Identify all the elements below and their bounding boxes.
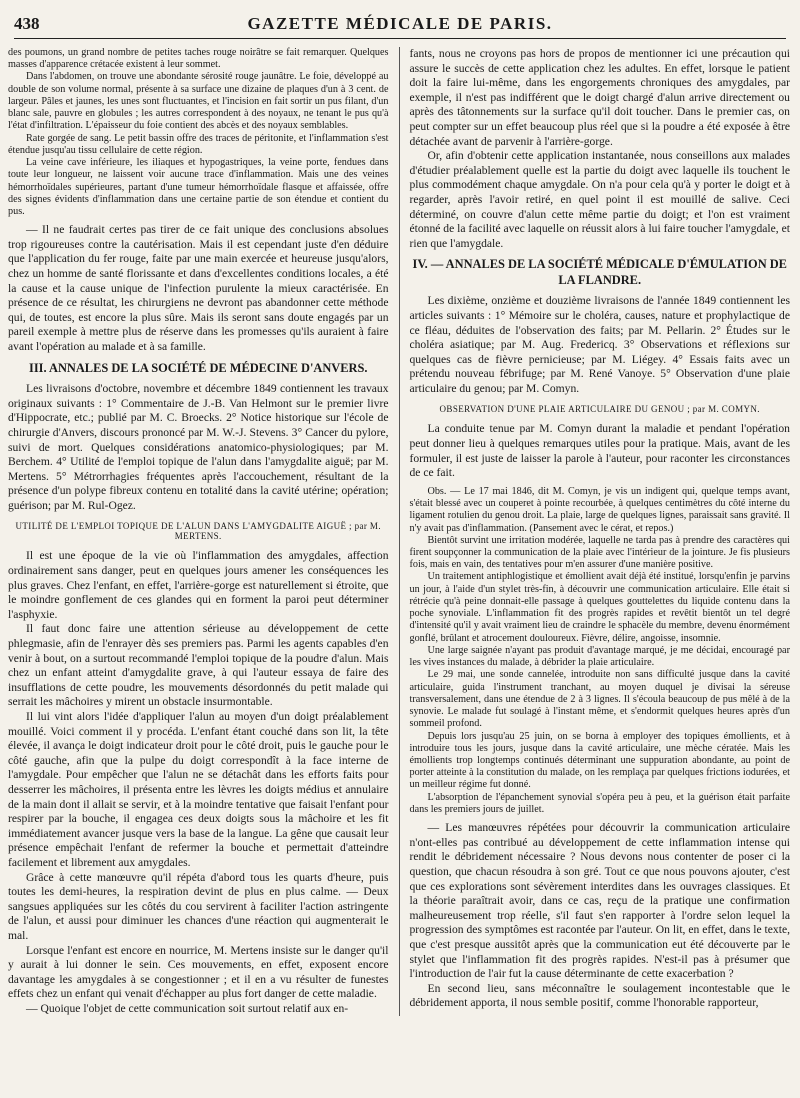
section-intro	[409, 294, 790, 396]
text-columns	[8, 47, 790, 1016]
paragraph: Un traitement antiphlogistique et émollient avait déjà été institué, lorsqu'enfin je parvins un jour, à l'aide d'un stylet très-fin, à découvrir une communication articulaire. Elle était si rétrécie qu'à peine donnait-elle passage à quelques gouttelettes du liquide contenu dans la poche synoviale. L'inflammation fit des progrès rapides et revêtit bientôt un tel degré d'intensité qu'il y avait vraiment lieu de craindre le sphacèle du membre, devenu énormément gonflé, brûlant et atrocement douloureux. Fièvre, délire, angoisse, insomnie.	[409, 571, 790, 644]
article-continuation	[409, 47, 790, 251]
paragraph: Les dixième, onzième et douzième livraisons de l'année 1849 contiennent les articles suivants : 1° Mémoire sur le choléra, causes, nature et prophylactique de ce fléau, déduites de l'observation des faits; par M. Pellarin. 2° Études sur le choléra asiatique; par M. Aug. Fredericq. 3° Observations et réflexions sur quelques cas de fièvre pernicieuse; par M. Liégey. 4° Essais faits avec un prétendu nouveau fébrifuge; par M. René Vanoye. 5° Observation d'une plaie articulaire du genou; par M. Comyn.	[409, 294, 790, 395]
paragraph: En second lieu, sans méconnaître le soulagement incontestable que le débridement apporta, il nous semble positif, comme l'honorable rapporteur,	[409, 981, 790, 1010]
case-observation	[409, 486, 790, 816]
paragraph: Or, afin d'obtenir cette application instantanée, nous conseillons aux malades d'étudier préalablement quelle est la partie du doigt avec laquelle ils touchent le plus commodément chaque amygdale. On n'a pour cela qu'à y porter le doigt et à regarder, après l'avoir retiré, en quel point il est mouillé de salive. Ceci déterminé, on couvre d'alun cette même partie du doigt; et l'on est vraiment étonné de la facilité avec laquelle on réussit alors à lui faire toucher l'amygdale, et rien que l'amygdale.	[409, 149, 790, 250]
page-number: 438	[14, 14, 40, 33]
paragraph: La conduite tenue par M. Comyn durant la maladie et pendant l'opération peut donner lieu à quelques remarques utiles pour la pratique. Mais, avant de les formuler, il est juste de laisser la parole à l'auteur, pour raconter les circonstances de ce fait.	[409, 422, 790, 480]
section-heading: III. ANNALES DE LA SOCIÉTÉ DE MÉDECINE D'ANVERS.	[29, 360, 368, 375]
paragraph: Il est une époque de la vie où l'inflammation des amygdales, affection ordinairement sans danger, peut en quelques jours amener les conséquences les plus graves. Chez l'enfant, en effet, l'arrière-gorge est naturellement si étroite, que le moindre gonflement de ces glandes qui en forment la paroi peut déterminer l'asphyxie.	[8, 549, 389, 621]
paragraph: Rate gorgée de sang. Le petit bassin offre des traces de péritonite, et l'inflammation s'est étendue jusqu'au tissu cellulaire de cette région.	[8, 132, 389, 156]
paragraph: La veine cave inférieure, les iliaques et hypogastriques, la veine porte, fendues dans toute leur longueur, ne laissent voir aucune trace d'inflammation. Mais une des veines hémorrhoïdales supérieures, partant d'une tumeur hémorrhoïdale flasque et affaissée, offre des signes évidents d'inflammation dans une certaine partie de son étendue et contient du pus.	[8, 157, 389, 218]
journal-title: GAZETTE MÉDICALE DE PARIS.	[247, 14, 553, 33]
column-divider	[399, 47, 400, 1016]
paragraph: — Il ne faudrait certes pas tirer de ce fait unique des conclusions absolues trop rigoureuses contre la cautérisation. Mais il est cependant juste d'en déduire que l'application du fer rouge, faite par une main exercée et heureuse jusqu'alors, chez un homme de santé florissante et dans d'excellentes conditions locales, a été la cause et la cause unique de l'infection purulente la mieux caractérisée. En présence de ce résultat, les chirurgiens ne devront pas abandonner cette méthode qui, de toutes, est encore la plus sûre. Mais ils seront sans doute engagés par un pareil exemple à mettre plus de réserve dans les promesses qu'ils auraient à faire avant l'opération au malade et à sa famille.	[8, 223, 389, 354]
page-header	[14, 14, 786, 39]
section-heading: IV. — ANNALES DE LA SOCIÉTÉ MÉDICALE D'ÉMULATION DE LA FLANDRE.	[412, 257, 787, 287]
paragraph: L'absorption de l'épanchement synovial s'opéra peu à peu, et la guérison était parfaite dans les premiers jours de juillet.	[409, 791, 790, 815]
left-column	[8, 47, 389, 1016]
paragraph: Une large saignée n'ayant pas produit d'avantage marqué, je me décidai, encouragé par les vives instances du malade, à débrider la plaie articulaire.	[409, 644, 790, 669]
paragraph: fants, nous ne croyons pas hors de propos de mentionner ici une précaution qui assure le succès de cette application chez les adultes. En effet, lorsque le patient doit la faire lui-même, dans les engorgements chroniques des amygdales, par exemple, il n'est pas indifférent que le doigt chargé d'alun arrive directement ou après des tâtonnements sur la surface qu'il doit toucher. Dans le premier cas, on peut compter sur un effet beaucoup plus réel que si la poudre a été exposée à être détachée avant de parvenir à l'arrière-gorge.	[409, 47, 790, 148]
paragraph: Les livraisons d'octobre, novembre et décembre 1849 contiennent les travaux originaux suivants : 1° Commentaire de J.-B. Van Helmont sur le premier livre d'Hippocrate, etc.; publié par M. C. Broecks. 2° Notice historique sur l'école de chirurgie d'Anvers, discours prononcé par M. W.-J. Stevens. 3° Cancer du pylore, suivi de mort. Quelques considérations anatomico-physiologiques; par M. Berchem. 4° Utilité de l'emploi topique de l'alun dans l'amygdalite aiguë; par M. Mertens. 5° Métrorrhagies fréquentes après l'accouchement, résultant de la présence d'un polype fibreux contenu en totalité dans la cavité utérine; opération; guérison; par M. Rul-Ogez.	[8, 382, 389, 512]
autopsy-report	[8, 47, 389, 218]
article-body	[8, 549, 389, 1016]
paragraph: Dans l'abdomen, on trouve une abondante sérosité rouge jaunâtre. Le foie, développé au double de son volume normal, présente à sa surface une dizaine de plaques d'un à 3 cent. de largeur. Pâles et jaunes, les unes sont fluctuantes, et l'incision en fait sortir un pus filant, d'un blanc sale, pauvre en globules ; les autres correspondent à des noyaux, ne tenant le pus qu'à l'état d'infiltration. L'épaisseur du foie contient des abcès et des noyaux semblables.	[8, 71, 389, 132]
article-subheading: UTILITÉ DE L'EMPLOI TOPIQUE DE L'ALUN DANS L'AMYGDALITE AIGUË ; par M. MERTENS.	[15, 521, 381, 542]
discussion	[409, 821, 790, 1011]
paragraph: Il lui vint alors l'idée d'appliquer l'alun au moyen d'un doigt préalablement mouillé. Voici comment il y procéda. L'enfant étant couché dans son lit, la tête élevée, il avança le doigt indicateur droit pour le côté droit, puis le gauche pour le côté gauche, afin que la pulpe du doigt correspondît à la face interne de l'amygdale. Pour empêcher que l'alun ne se détachât dans les efforts faits pour desserrer les mâchoires, il présenta entre les lèvres les doigts médius et annulaire de la main dont il allait se servir, et à la moindre tentative que faisait l'enfant pour respirer par la bouche, il engagea ces deux doigts sous la mâchoire et les fit immédiatement avancer jusque vers la base de la langue. La gêne que causait leur présence empêchait l'enfant de refermer la bouche et permettait d'atteindre facilement et librement aux amygdales.	[8, 710, 389, 869]
paragraph: Lorsque l'enfant est encore en nourrice, M. Mertens insiste sur le danger qu'il y aurait à lui donner le sein. Ces mouvements, en effet, exposent encore davantage les amygdales à se congestionner ; et il en a vu résulter de funestes effets chez un enfant qui venait d'échapper au plus fort danger de cette maladie.	[8, 943, 389, 1001]
article-body	[409, 422, 790, 480]
paragraph: — Les manœuvres répétées pour découvrir la communication articulaire n'ont-elles pas contribué au développement de cette inflammation intense qui rendit le débridement nécessaire ? Nous devons nous contenter de poser ci la question, que chacun résoudra à son gré. Tout ce que nous pouvons ajouter, c'est que ces explorations sont sévèrement interdites dans les ouvrages classiques. Et la théorie paraîtrait avoir, dans ce cas, reçu de la pratique une confirmation malheureusement trop réelle, s'il faut s'en rapporter à l'ordre selon lequel la progression des symptômes est racontée par l'auteur. On lit, en effet, dans le texte, que c'est presque aussitôt après que la communication eut été découverte par le stylet que l'inflammation fit des progrès rapides. N'est-il pas à présumer que l'introduction de l'air fut la cause déterminante de cette exacerbation ?	[409, 821, 790, 981]
paragraph: Il faut donc faire une attention sérieuse au développement de cette phlegmasie, afin de l'enrayer dès ses premiers pas. Parmi les agents capables d'en venir à bout, on a surtout recommandé l'emploi topique de la poudre d'alun. Mais chez un enfant atteint d'amygdalite grave, à qui l'auteur essaya de faire des insufflations de cette poudre, les mouvements désordonnés du petit malade qui serrait les mâchoires y mirent un obstacle insurmontable.	[8, 622, 389, 709]
paragraph: Le 29 mai, une sonde cannelée, introduite non sans difficulté jusque dans la cavité articulaire, guida l'instrument tranchant, au moyen duquel je divisai la séreuse transversalement, dans une étendue de 2 à 3 lignes. Il s'écoula beaucoup de pus mêlé à de la synovie. Le malade fut soulagé à l'instant même, et s'endormit quelques heures après d'un sommeil profond.	[409, 669, 790, 730]
commentary	[8, 223, 389, 354]
paragraph: Obs. — Le 17 mai 1846, dit M. Comyn, je vis un indigent qui, quelque temps avant, s'était blessé avec un couperet à pointe recourbée, à quelques centimètres du côté interne du ligament rotulien du genou droit. La plaie, large de quelques lignes, paraissait sans gravité. Il n'y avait pas d'inflammation. (Pansement avec le cérat, et repos.)	[409, 485, 790, 534]
article-subheading: OBSERVATION D'UNE PLAIE ARTICULAIRE DU GENOU ; par M. COMYN.	[439, 404, 760, 415]
paragraph: Bientôt survint une irritation modérée, laquelle ne tarda pas à prendre des caractères qui firent soupçonner la communication de la plaie avec l'intérieur de la jointure. Je fis plusieurs fois, mais en vain, des tentatives pour m'en assurer d'une manière positive.	[409, 534, 790, 571]
paragraph: — Quoique l'objet de cette communication soit surtout relatif aux en-	[26, 1001, 349, 1015]
paragraph: Grâce à cette manœuvre qu'il répéta d'abord tous les quarts d'heure, puis toutes les demi-heures, la respiration devint de plus en plus calme. — Deux sangsues appliquées sur les côtés du cou servirent à faciliter l'action astringente de l'alun, et aussi pour diminuer les chances d'une réaction qui augmenterait le mal.	[8, 870, 389, 942]
right-column	[409, 47, 790, 1016]
section-intro	[8, 382, 389, 513]
paragraph: Depuis lors jusqu'au 25 juin, on se borna à employer des topiques émollients, et à introduire tous les jours, jusque dans la cavité articulaire, une mèche cératée. Mais les émollients trop longtemps continués déterminant une suppuration abondante, au point de porter atteinte à la constitution du malade, on les remplaça par quelques frictions iodurées, et un meilleur régime fut donné.	[409, 730, 790, 791]
paragraph: des poumons, un grand nombre de petites taches rouge noirâtre se fait remarquer. Quelques masses d'apparence crétacée existent à leur sommet.	[8, 47, 389, 71]
